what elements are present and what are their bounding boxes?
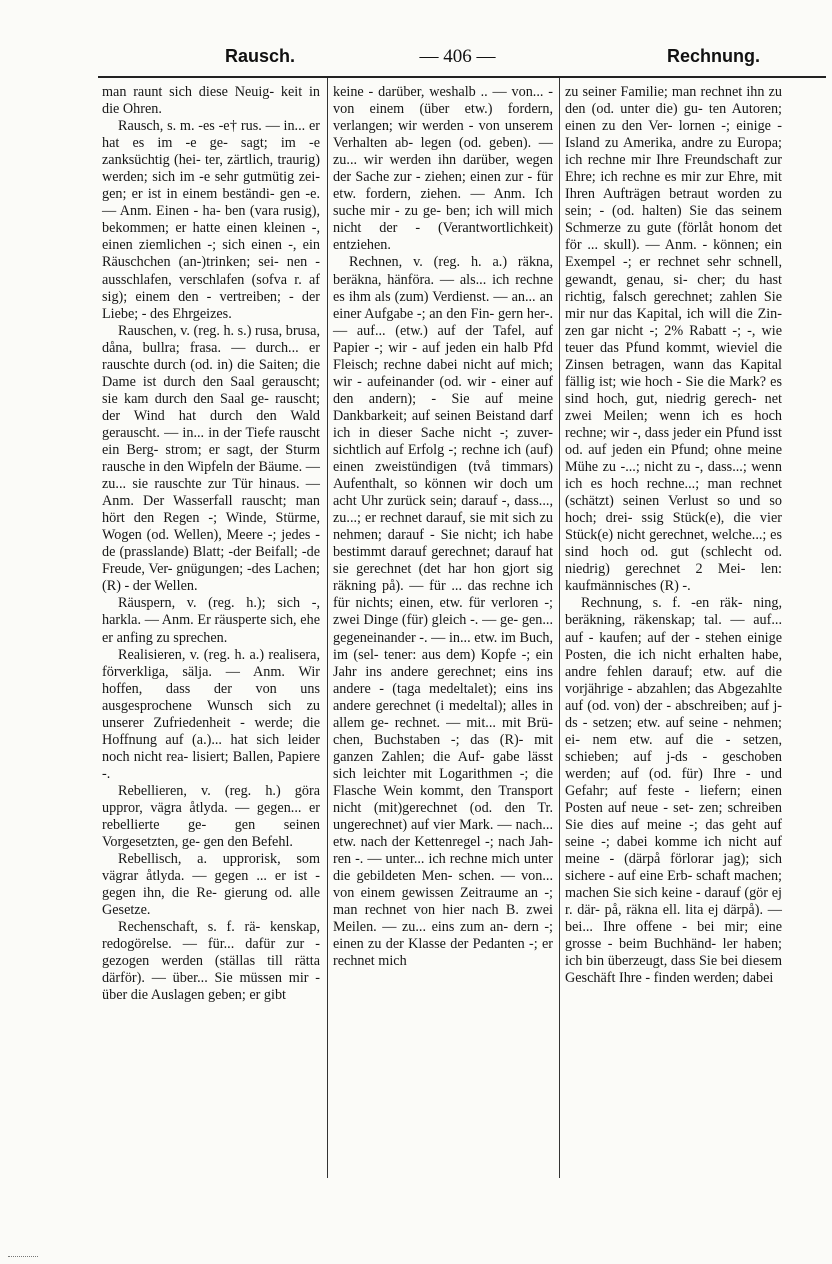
entry-rechnung: Rechnung, s. f. -en räk- ning, beräkning, räkenskap; tal. — auf... auf - kaufen; auf der - stehen einige Posten, die ich nicht erhalten habe, andre fehlen darauf; etw. auf die vorjährige - abzahlen; das Abgezahlte auf (od. von) der - abschreiben; auf j-ds - setzen; etw. auf seine - nehmen; ei- nem etw. auf die - setzen, schieben; auf j-ds - geschoben werden; auf (od. für) Ihre - und Gefahr; auf feste - liefern; einen Posten auf neue - set- zen; schreiben Sie dies auf meine -; das geht auf seine -; dabei komme ich nicht auf meine - (därpå förlorar jag); sich sichere - auf eine Erb- schaft machen; machen Sie sich keine - darauf (gör ej r. där- på, räkna ell. lita ej därpå). — bei... Ihre offene - bei mir; eine grosse - beim Buchhänd- ler haben; ich bin überzeugt, dass Sie bei diesem Geschäft Ihre - finden werden; dabei bbox=[565, 595, 782, 987]
entry-rebellisch: Rebellisch, a. upprorisk, som vägrar åtlyda. — gegen ... er ist - gegen ihn, die Re- gierung od. alle Gesetze. bbox=[102, 851, 320, 919]
header-left-word: Rausch. bbox=[225, 46, 296, 66]
entry-realisieren: Realisieren, v. (reg. h. a.) realisera, förverkliga, sälja. — Anm. Wir hoffen, dass der von uns ausgesprochene Wunsch sich zu unserer Zufriedenheit - werde; die Hoffnung auf (a.)... hat sich leider noch nicht rea- lisiert; Ballen, Papiere -. bbox=[102, 646, 320, 782]
entry-rechenschaft: Rechenschaft, s. f. rä- kenskap, redogörelse. — für... dafür zur - gezogen werden (ställas till rätta därför). — über... Sie müssen mir - über die Auslagen geben; er gibt bbox=[102, 919, 320, 1004]
column-1 bbox=[102, 84, 320, 1005]
entry-rechenschaft-cont: keine - darüber, weshalb .. — von... - von einem (über etw.) fordern, verlangen; wir werden - von unserem Verhalten ab- legen (od. geben). — zu... wir werden ihn darüber, wegen der Sache zur - ziehen; einen zur - für etw. fordern, ziehen. — Anm. Ich suche mir - zu ge- ben; ich will mich nicht der - (Verantwortlichkeit) entziehen. bbox=[333, 84, 553, 254]
entry-rausch: Rausch, s. m. -es -e† rus. — in... er hat es im -e ge- sagt; im -e zanksüchtig (hei- ter, zärtlich, traurig) werden; sich im -e sehr gutmütig zei- gen; er ist in einem beständi- gen -e. — Anm. Einen - ha- ben (vara rusig), bekommen; er hatte einen kleinen -, einen ziemlichen -; sich einen -, ein Räuschchen (an-)trinken; sei- nen - ausschlafen, verschlafen (sofva r. af sig); einem den - vertreiben; - der Liebe; - des Ehrgeizes. bbox=[102, 118, 320, 322]
running-header bbox=[95, 46, 820, 72]
entry-text: man raunt sich diese Neuig- keit in die Ohren. bbox=[102, 84, 320, 118]
column-3 bbox=[565, 84, 782, 987]
page-number: — 406 — bbox=[419, 46, 496, 67]
scan-mark bbox=[8, 1250, 38, 1257]
entry-rebellieren: Rebellieren, v. (reg. h.) göra uppror, vägra åtlyda. — gegen... er rebellierte ge- gen seinen Vorgesetzten, ge- gen den Befehl. bbox=[102, 782, 320, 851]
entry-raeuspern: Räuspern, v. (reg. h.); sich -, harkla. — Anm. Er räusperte sich, ehe er anfing zu sprechen. bbox=[102, 595, 320, 646]
column-2 bbox=[333, 84, 553, 970]
header-right-word: Rechnung. bbox=[667, 46, 760, 66]
entry-rechnen: Rechnen, v. (reg. h. a.) räkna, beräkna, hänföra. — als... ich rechne es ihm als (zum) Verdienst. — an... an einer Aufgabe -; an den Fin- gern her-. — auf... (etw.) auf der Tafel, auf Papier -; wir - auf jeden ein halb Pfd Fleisch; rechne dabei nicht auf mich; wir - aufeinander (od. wir - einer auf den andern); - Sie auf meine Dankbarkeit; auf seinen Beistand darf ich in dieser Sache nicht -; zuver- sichtlich auf Erfolg -; rechne ich (auf) einen zweistündigen (två timmars) Aufenthalt, so können wir doch um acht Uhr zurück sein; darauf -, dass..., zu...; er rechnet darauf, sie mit sich zu nehmen; darauf - Sie nicht; ich habe bestimmt darauf gerechnet; darauf hat sie gerechnet (det har hon gjort sig räkning på). — für ... das rechne ich für nichts; einen, etw. für verloren -; zwei Dinge (für) gleich -. — ge- gen... gegeneinander -. — in... etw. im Buch, im (sel- tener: aus dem) Kopfe -; ein Jahr ins andere gerechnet; eins ins andere - (taga medeltalet); eins ins andere gerechnet (i medeltal); alles in allem ge- rechnet. — mit... mit Brü- chen, Buchstaben -; das (R)- mit ganzen Zahlen; die Auf- gabe lässt sich leichter mit Logarithmen -; die Flasche Wein kommt, den Transport nicht (mit)gerechnet (od. den Tr. ungerechnet) auf vier Mark. — nach... etw. nach der Kettenregel -; nach Jah- ren -. — unter... ich rechne mich unter die gebildeten Men- schen. — von... von einem gewissen Zeitraume an -; man rechnet von hier nach B. zwei Meilen. — zu... eins zum an- dern -; einen zu der Klasse der Pedanten -; er rechnet mich bbox=[333, 254, 553, 970]
entry-rechnen-cont: zu seiner Familie; man rechnet ihn zu den (od. unter die) gu- ten Autoren; einen zu den Ver- lornen -; einige - Island zu Amerika, andre zu Europa; ich rechne mir Ihre Freundschaft zur Ehre; ich rechne es mir zur Ehre, mit Ihren Aufträgen betraut worden zu sein; - (od. halten) Sie das seinem Schmerze zu gute (förlåt honom det för ... skull). — Anm. - können; ein Exempel -; er rechnet sehr schnell, gewandt, genau, si- cher; du hast richtig, falsch gerechnet; zahlen Sie mir nur das Kapital, ich will die Zin- zen gar nicht -; 2% Rabatt -; -, wie teuer das Pfund kommt, wieviel die Zinsen betragen, wann das Kapital fällig ist; wie hoch - Sie die Mark? es sind hoch, gut, niedrig gerech- net zwei Meilen; wenn ich es hoch rechne; wir -, dass jeder ein Pfund isst od. auf jeden ein Pfund; ohne meine Mühe zu -...; nicht zu -, dass...; wenn ich es hoch rechne...; man rechnet (schätzt) seinen Verlust so und so hoch; drei- ssig Stück(e), die vier Stück(e) nicht gerechnet, welche...; es sind hoch od. gut (schlecht od. niedrig) gerechnet 2 Mei- len: kaufmännisches (R) -. bbox=[565, 84, 782, 595]
column-divider-1 bbox=[327, 78, 328, 1178]
column-divider-2 bbox=[559, 78, 560, 1178]
header-rule bbox=[98, 76, 826, 78]
entry-rauschen: Rauschen, v. (reg. h. s.) rusa, brusa, dåna, bullra; frasa. — durch... er rauschte durch (od. in) die Saiten; die Dame ist durch den Saal gerauscht; sie kam durch den Saal ge- rauscht; der Wind hat durch den Wald gerauscht. — in... in der Tiefe rauscht ein Berg- strom; er sagt, der Sturm rausche in den Wipfeln der Bäume. — zu... sie rauschte zur Tür hinaus. — Anm. Der Wasserfall rauscht; man hört den Regen -; Winde, Stürme, Wogen (od. Wellen), Meere -; jedes -de (prasslande) Blatt; -der Beifall; -de Freude, Ver- gnügungen; -des Lachen; (R) - der Wellen. bbox=[102, 322, 320, 595]
